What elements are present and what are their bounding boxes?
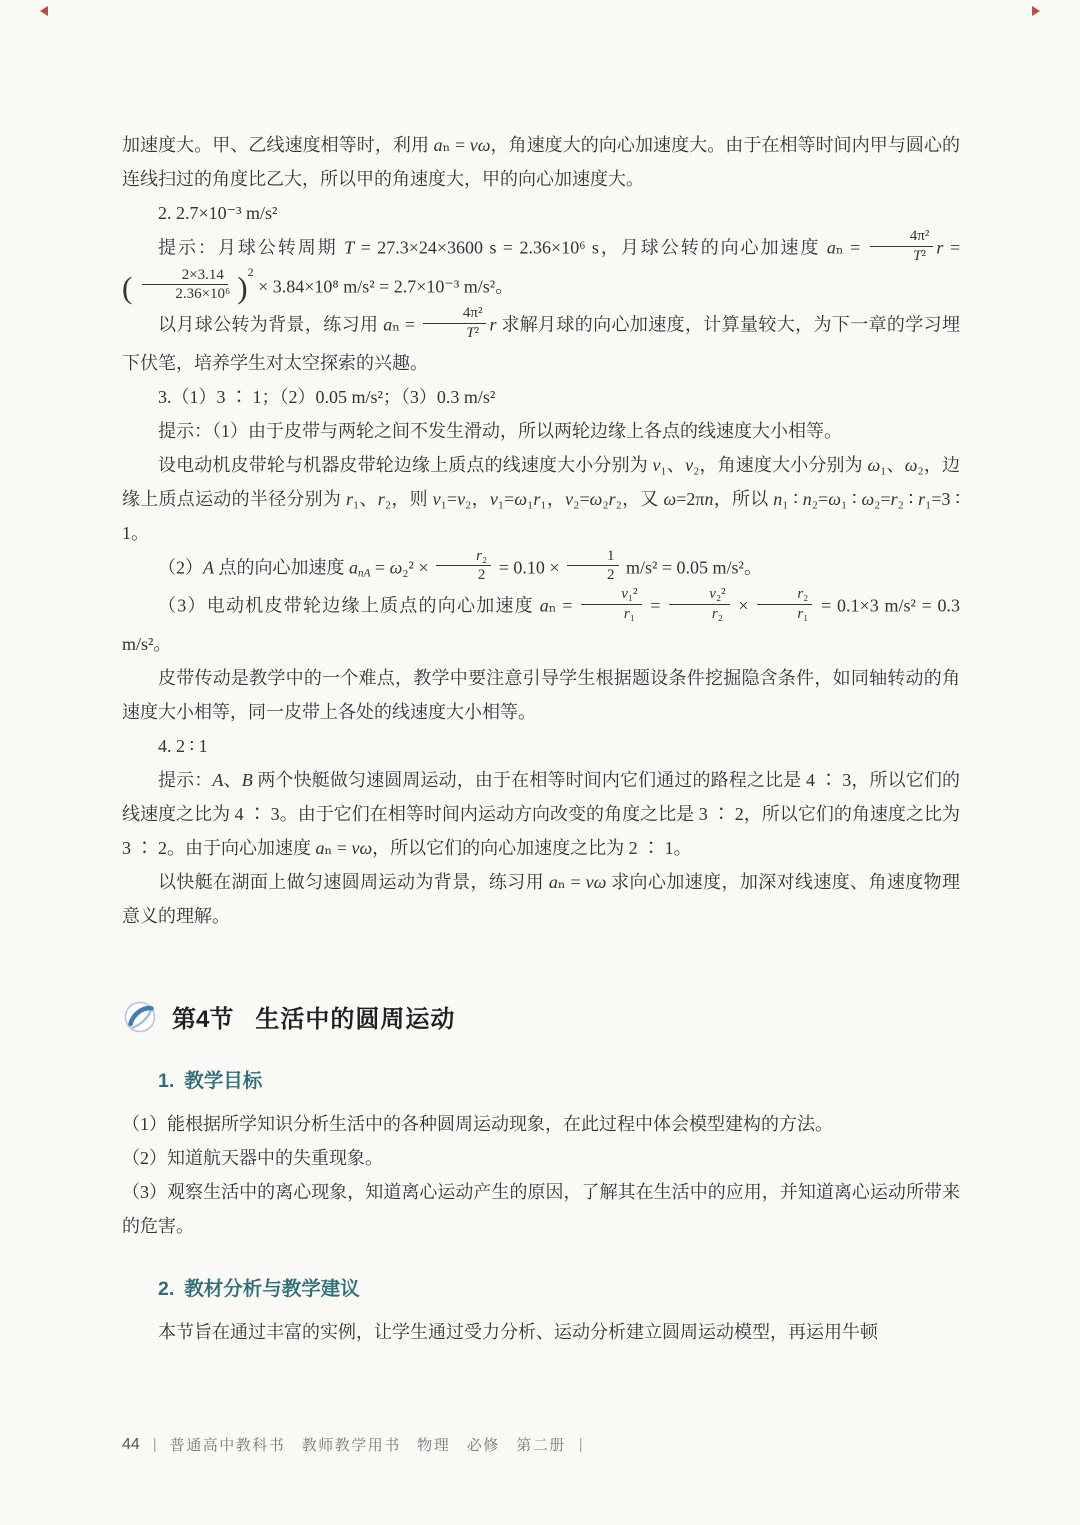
fraction: $\frac{\text{4π²}}{\text{T²}}$ (423, 304, 487, 343)
paragraph: 以月球公转为背景，练习用 aₙ = $\frac{\text{4π²}}{\text{T²}}$ r 求解月球的向心加速度，计算量较大，为下一章的学习埋下伏笔，培养学生对太空探索的兴趣。 (122, 305, 960, 373)
fraction: $\frac{1}{2}$ (567, 547, 619, 586)
fraction: $\frac{\text{r₂}}{\text{r₁}}$ (757, 585, 812, 624)
paragraph: 加速度大。甲、乙线速度相等时，利用 aₙ = vω，角速度大的向心加速度大。由于在相等时间内甲与圆心的连线扫过的角度比乙大，所以甲的角速度大，甲的向心加速度大。 (122, 135, 961, 189)
paragraph: 2. 2.7×10⁻³ m/s² (158, 203, 278, 223)
fraction: $\frac{\text{r₂}}{2}$ (436, 547, 491, 586)
paragraph: （3）观察生活中的离心现象，知道离心运动产生的原因，了解其在生活中的应用，并知道离心运动所带来的危害。 (122, 1181, 960, 1236)
fraction: $\frac{\text{v₂²}}{\text{r₂}}$ (669, 585, 729, 624)
footer-text: 普通高中教科书 教师教学用书 物理 必修 第二册 (169, 1437, 566, 1454)
subsection-analysis-label: 教材分析与教学建议 (184, 1277, 360, 1300)
page-content (122, 128, 960, 1349)
sphere-swirl-icon (122, 999, 158, 1035)
section-heading (122, 999, 960, 1035)
fraction: $\frac{\text{v₁²}}{\text{r₁}}$ (581, 585, 641, 624)
page-number: 44 (122, 1435, 140, 1453)
paragraph: 皮带传动是教学中的一个难点，教学中要注意引导学生根据题设条件挖掘隐含条件，如同轴转动的角速度大小相等，同一皮带上各处的线速度大小相等。 (122, 667, 960, 722)
subsection-analysis-number: 2. (158, 1277, 175, 1300)
scan-mark-right (1032, 6, 1040, 16)
paragraph: （1）能根据所学知识分析生活中的各种圆周运动现象，在此过程中体会模型建构的方法。 (122, 1113, 833, 1134)
section-number: 第4节 (172, 1006, 234, 1033)
paragraph: （3）电动机皮带轮边缘上质点的向心加速度 aₙ = $\frac{\text{v₁²}}{\text{r₁}}$ = $\frac{\text{v₂²}}{\text{r₂}}$ × $\frac{\text{r₂}}{\text{r₁}}$ = 0.1×3 m/s² = 0.3 m/s²。 (122, 586, 961, 654)
answers-text (122, 128, 960, 933)
paragraph: 本节旨在通过丰富的实例，让学生通过受力分析、运动分析建立圆周运动模型，再运用牛顿 (158, 1321, 878, 1342)
page-footer (122, 1434, 583, 1455)
paragraph: 设电动机皮带轮与机器皮带轮边缘上质点的线速度大小分别为 v₁、v₂，角速度大小分别为 ω₁、ω₂，边缘上质点运动的半径分别为 r₁、r₂，则 v₁=v₂，v₁=ω₁r₁，v₂=ω₂r₂，又 ω=2πn，所以 n₁ ∶ n₂=ω₁ ∶ ω₂=r₂ ∶ r₁=3 ∶ 1。 (122, 454, 961, 543)
paragraph: 3.（1）3 ∶ 1；（2）0.05 m/s²；（3）0.3 m/s² (158, 386, 496, 407)
fraction: $\frac{2\times 3.14}{\text{2.36×10⁶}}$ (135, 266, 234, 305)
goals-text (122, 1107, 960, 1243)
paragraph: 提示：月球公转周期 T = 27.3×24×3600 s = 2.36×10⁶ s，月球公转的向心加速度 aₙ = $\frac{\text{4π²}}{\text{T²}}$ r = ( $\frac{2\times 3.14}{\text{2.36×10⁶}}$ )$^2$ × 3.84×10⁸ m/s² = 2.7×10⁻³ m/s²。 (122, 228, 961, 305)
paragraph: 4. 2 ∶ 1 (158, 735, 208, 756)
subsection-heading-analysis (158, 1273, 960, 1301)
parenthesized-fraction: ( $\frac{2\times 3.14}{\text{2.36×10⁶}}$ )$^2$ (122, 264, 254, 305)
scan-mark-left (40, 6, 48, 16)
paragraph: （2）知道航天器中的失重现象。 (122, 1147, 383, 1168)
fraction: $\frac{\text{4π²}}{\text{T²}}$ (870, 227, 934, 266)
subsection-goals-number: 1. (158, 1069, 175, 1092)
paragraph: 提示：（1）由于皮带与两轮之间不发生滑动，所以两轮边缘上各点的线速度大小相等。 (158, 420, 842, 441)
section-title: 生活中的圆周运动 (255, 1006, 456, 1033)
paragraph: 提示：A、B 两个快艇做匀速圆周运动，由于在相等时间内它们通过的路程之比是 4 ∶ 3，所以它们的线速度之比为 4 ∶ 3。由于它们在相等时间内运动方向改变的角度之比是 3 ∶ 2，所以它们的角速度之比为 3 ∶ 2。由于向心加速度 aₙ = vω，所以它们的向心加速度之比为 2 ∶ 1。 (122, 769, 961, 858)
footer-divider: | (152, 1436, 157, 1453)
subsection-heading-goals (158, 1065, 960, 1093)
footer-divider-end: | (578, 1436, 583, 1453)
paragraph: 以快艇在湖面上做匀速圆周运动为背景，练习用 aₙ = vω 求向心加速度，加深对线速度、角速度物理意义的理解。 (122, 871, 961, 926)
analysis-text (122, 1315, 960, 1349)
subsection-goals-label: 教学目标 (184, 1069, 263, 1092)
paragraph: （2）A 点的向心加速度 $a_{nA} = \omega_2^2$ × $\frac{\text{r₂}}{2}$ = 0.10 × $\frac{1}{2}$ m/s² = 0.05 m/s²。 (158, 547, 762, 584)
